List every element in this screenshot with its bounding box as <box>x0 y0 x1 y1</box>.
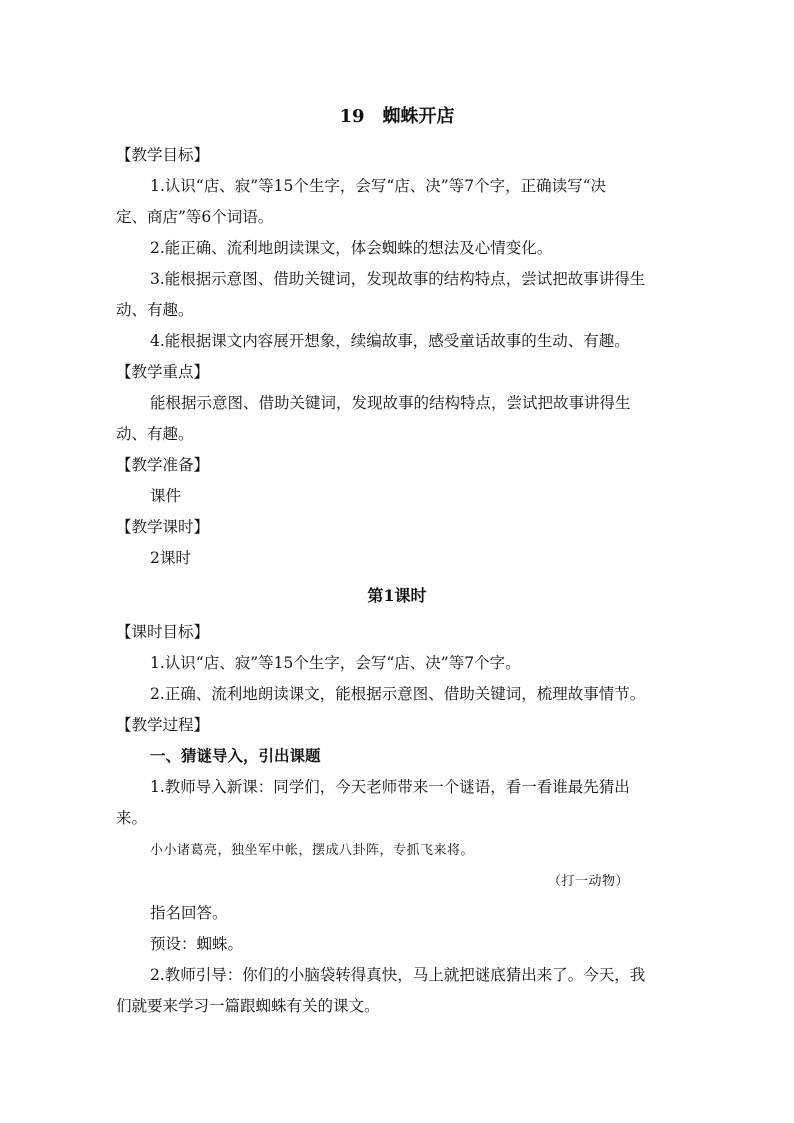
step-1-2-line-2: 们就要来学习一篇跟蜘蛛有关的课文。 <box>116 997 380 1015</box>
focus-line-2: 动、有趣。 <box>116 425 194 443</box>
teaching-prep-heading: 【教学准备】 <box>116 456 210 474</box>
teaching-hours: 2课时 <box>150 549 191 567</box>
goal-4: 4.能根据课文内容展开想象，续编故事，感受童话故事的生动、有趣。 <box>150 332 630 350</box>
teaching-prep: 课件 <box>150 487 182 505</box>
goal-1-line-1: 1.认识“店、寂”等15个生字，会写“店、决”等7个字，正确读写“决 <box>150 177 606 195</box>
goal-3-line-2: 动、有趣。 <box>116 301 194 319</box>
goal-2: 2.能正确、流利地朗读课文，体会蜘蛛的想法及心情变化。 <box>150 239 553 257</box>
teaching-goals-heading: 【教学目标】 <box>116 146 210 164</box>
focus-line-1: 能根据示意图、借助关键词，发现故事的结构特点，尝试把故事讲得生 <box>150 394 631 412</box>
riddle-hint: （打一动物） <box>548 874 630 889</box>
teaching-focus-heading: 【教学重点】 <box>116 363 210 381</box>
lesson-1-title: 第1课时 <box>367 586 427 605</box>
teaching-hours-heading: 【教学课时】 <box>116 518 210 536</box>
lesson-goal-1: 1.认识“店、寂”等15个生字，会写“店、决”等7个字。 <box>150 654 521 672</box>
goal-3-line-1: 3.能根据示意图、借助关键词，发现故事的结构特点，尝试把故事讲得生 <box>150 270 646 288</box>
lesson-goals-heading: 【课时目标】 <box>116 623 210 641</box>
teaching-process-heading: 【教学过程】 <box>116 716 210 734</box>
step-1-2-line-1: 2.教师引导：你们的小脑袋转得真快，马上就把谜底猜出来了。今天，我 <box>150 966 646 984</box>
step-1-heading: 一、猜谜导入，引出课题 <box>150 746 321 765</box>
step-1-1-line-2: 来。 <box>116 809 148 827</box>
lesson-goal-2: 2.正确、流利地朗读课文，能根据示意图、借助关键词，梳理故事情节。 <box>150 685 646 703</box>
riddle-text: 小小诸葛亮，独坐军中帐，摆成八卦阵，专抓飞来将。 <box>150 843 475 858</box>
goal-1-line-2: 定、商店”等6个词语。 <box>116 208 274 226</box>
page-title: 19 蜘蛛开店 <box>339 106 455 127</box>
answer-preset: 预设：蜘蛛。 <box>150 935 244 953</box>
answer-call: 指名回答。 <box>150 904 228 922</box>
step-1-1-line-1: 1.教师导入新课：同学们，今天老师带来一个谜语，看一看谁最先猜出 <box>150 778 630 796</box>
